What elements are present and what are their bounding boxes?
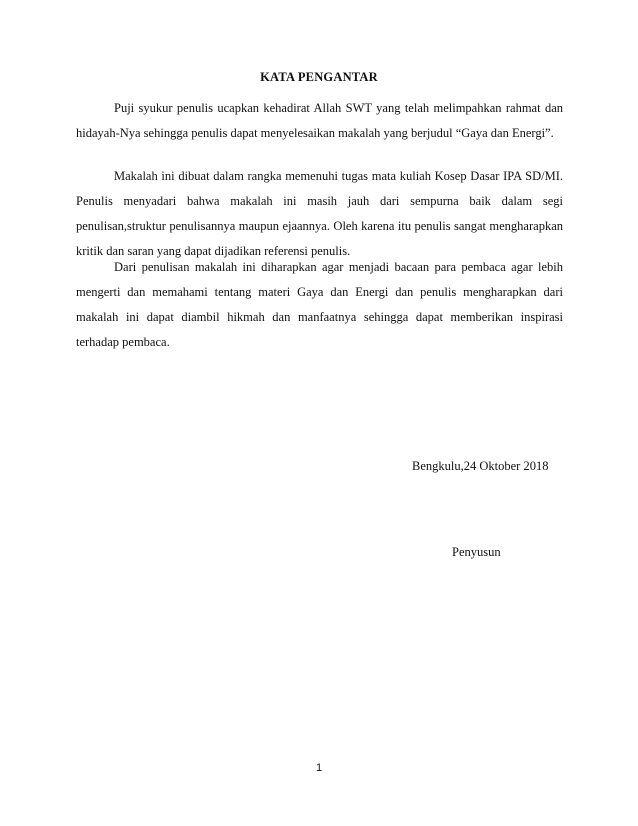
paragraph-2: Makalah ini dibuat dalam rangka memenuhi tugas mata kuliah Kosep Dasar IPA SD/MI. Penulis menyadari bahwa makalah ini masih jauh dari sempurna baik dalam segi penulisan,struktur penulisannya maupun ejaannya. Oleh karena itu penulis sangat mengharapkan kritik dan saran yang dapat dijadikan referensi penulis. — [76, 169, 563, 258]
paragraph-1: Puji syukur penulis ucapkan kehadirat Allah SWT yang telah melimpahkan rahmat dan hidayah-Nya sehingga penulis dapat menyelesaikan makalah yang berjudul “Gaya dan Energi”. — [76, 101, 563, 140]
signature-label: Penyusun — [452, 545, 501, 559]
paragraph-3: Dari penulisan makalah ini diharapkan agar menjadi bacaan para pembaca agar lebih mengerti dan memahami tentang materi Gaya dan Energi dan penulis mengharapkan dari makalah ini dapat diambil hikmah dan manfaatnya sehingga dapat memberikan inspirasi terhadap pembaca. — [76, 260, 563, 349]
page-number: 1 — [315, 762, 323, 774]
place-date: Bengkulu,24 Oktober 2018 — [412, 459, 549, 473]
page-title: KATA PENGANTAR — [260, 70, 378, 84]
